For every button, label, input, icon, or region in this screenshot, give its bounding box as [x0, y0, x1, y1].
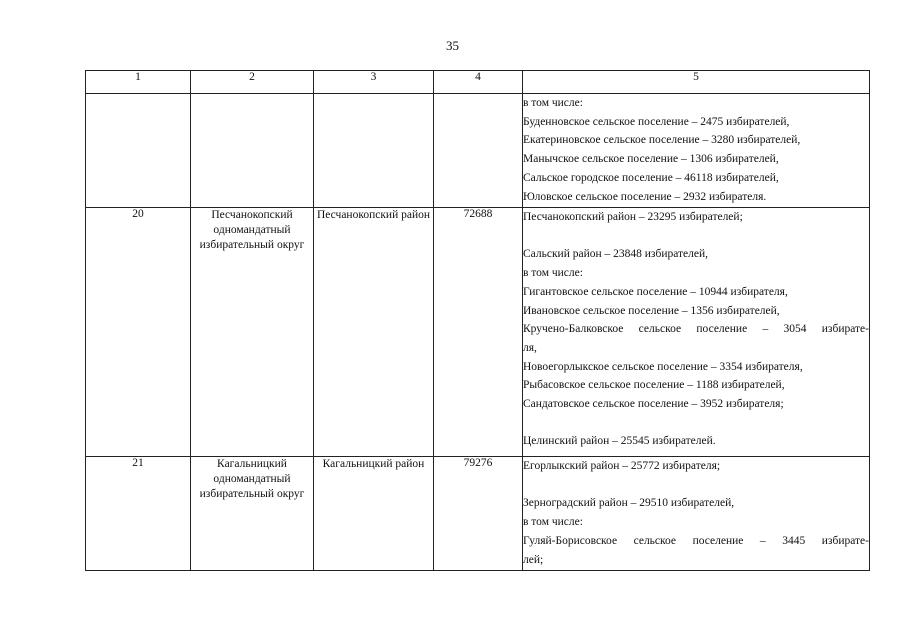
- table-header-row: [86, 71, 870, 94]
- blank-line: [523, 414, 869, 433]
- description-line: Рыбасовское сельское поселение – 1188 избирателей,: [523, 379, 785, 392]
- description-line: Новоегорлыкское сельское поселение – 3354 избирателя,: [523, 360, 803, 373]
- cell-empty: [314, 94, 434, 208]
- description-line: Гуляй-Борисовское сельское поселение – 3445 избирате-: [523, 534, 869, 547]
- description-line: ля,: [523, 341, 537, 354]
- table-row-continuation: [86, 94, 870, 208]
- table-row-district-21: [86, 457, 870, 571]
- cell-empty: [86, 94, 191, 208]
- column-number-2: 2: [191, 71, 314, 94]
- cell-district-name: Песчанокопский одномандатный избирательный округ: [191, 208, 314, 457]
- column-number-3: 3: [314, 71, 434, 94]
- description-line: Манычское сельское поселение – 1306 избирателей,: [523, 153, 779, 166]
- districts-table: [85, 70, 870, 571]
- description-line: Гигантовское сельское поселение – 10944 избирателя,: [523, 285, 788, 298]
- description-line: Песчанокопский район – 23295 избирателей;: [523, 211, 743, 223]
- cell-district-center: Кагальницкий район: [314, 457, 434, 571]
- description-line: Екатериновское сельское поселение – 3280 избирателей,: [523, 134, 801, 147]
- cell-voter-count: 72688: [434, 208, 523, 457]
- description-line: Сандатовское сельское поселение – 3952 избирателя;: [523, 398, 784, 411]
- cell-description: [523, 208, 870, 457]
- blank-line: [523, 227, 869, 246]
- cell-description: [523, 94, 870, 208]
- description-line: Целинский район – 25545 избирателей.: [523, 435, 716, 448]
- column-number-1: 1: [86, 71, 191, 94]
- description-line: Зерноградский район – 29510 избирателей,: [523, 497, 735, 510]
- description-line: Сальский район – 23848 избирателей,: [523, 248, 709, 261]
- table-row-district-20: [86, 208, 870, 457]
- description-line: в том числе:: [523, 97, 583, 109]
- cell-empty: [191, 94, 314, 208]
- description-line: Сальское городское поселение – 46118 избирателей,: [523, 171, 779, 184]
- column-number-4: 4: [434, 71, 523, 94]
- description-line: Буденновское сельское поселение – 2475 избирателей,: [523, 115, 790, 128]
- cell-description: [523, 457, 870, 571]
- description-line: Юловское сельское поселение – 2932 избирателя.: [523, 190, 767, 203]
- blank-line: [523, 476, 869, 495]
- description-line: Ивановское сельское поселение – 1356 избирателей,: [523, 304, 780, 317]
- page-number: 35: [446, 38, 459, 53]
- cell-district-number: 20: [86, 208, 191, 457]
- column-number-5: 5: [523, 71, 870, 94]
- cell-district-name: Кагальницкий одномандатный избирательный округ: [191, 457, 314, 571]
- description-line: лей;: [523, 553, 544, 566]
- cell-empty: [434, 94, 523, 208]
- cell-district-center: Песчанокопский район: [314, 208, 434, 457]
- cell-district-number: 21: [86, 457, 191, 571]
- description-line: в том числе:: [523, 267, 583, 280]
- cell-voter-count: 79276: [434, 457, 523, 571]
- description-line: в том числе:: [523, 516, 583, 529]
- description-line: Егорлыкский район – 25772 избирателя;: [523, 460, 721, 472]
- description-line: Кручено-Балковское сельское поселение – 3054 избирате-: [523, 323, 869, 336]
